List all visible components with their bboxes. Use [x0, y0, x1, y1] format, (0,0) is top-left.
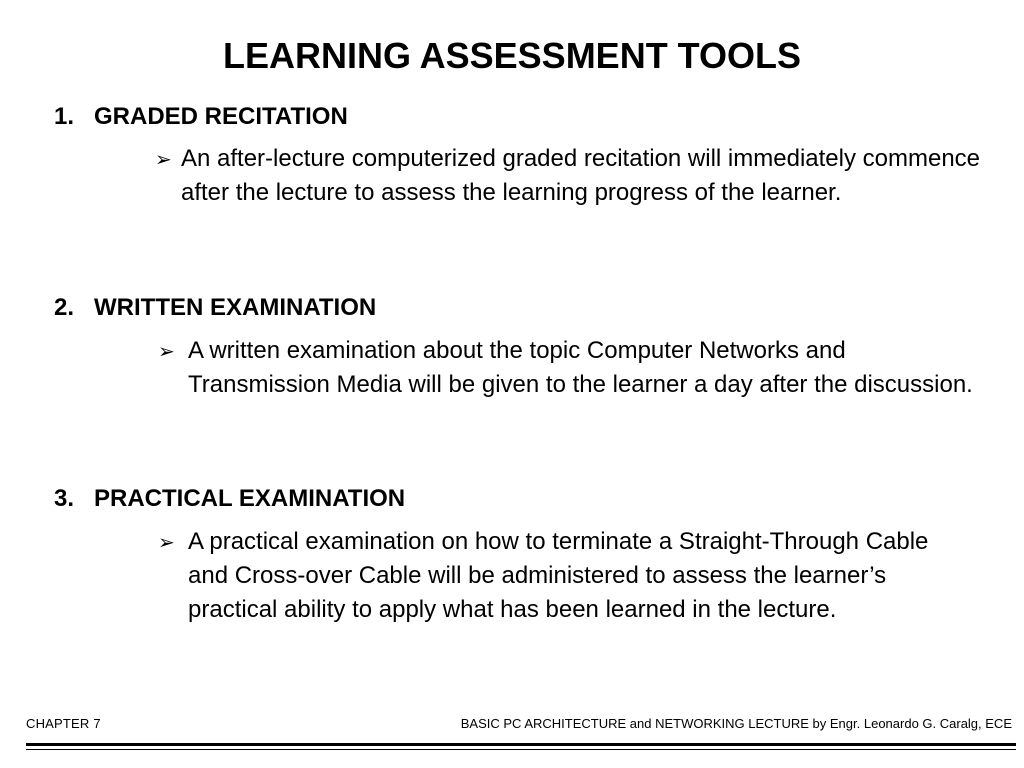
bullet-text: An after-lecture computerized graded recitation will immediately commence after the lecture to assess the learning progress of the learner. [181, 145, 981, 206]
footer-chapter: CHAPTER 7 [26, 716, 101, 731]
bullet-written-examination [158, 334, 988, 402]
bullet-practical-examination [158, 525, 958, 627]
bullet-text: A written examination about the topic Computer Networks and Transmission Media will be given to the learner a day after the discussion. [188, 337, 973, 398]
section-heading-written-examination [54, 293, 376, 323]
footer-divider-thick [26, 743, 1016, 746]
bullet-graded-recitation [155, 142, 981, 210]
slide-title: LEARNING ASSESSMENT TOOLS [222, 35, 802, 76]
footer-course: BASIC PC ARCHITECTURE and NETWORKING LECTURE by Engr. Leonardo G. Caralg, ECE [460, 716, 1012, 731]
arrowhead-bullet-icon: ➢ [158, 530, 175, 554]
section-heading-graded-recitation [54, 102, 348, 132]
arrowhead-bullet-icon: ➢ [155, 147, 172, 171]
section-number: 3. [54, 485, 75, 512]
bullet-text: A practical examination on how to terminate a Straight-Through Cable and Cross-over Cable will be administered to assess the learner’s practical ability to apply what has been learned in the lecture. [188, 528, 929, 623]
section-heading-practical-examination [54, 484, 405, 514]
section-heading-label: PRACTICAL EXAMINATION [94, 485, 406, 512]
section-number: 2. [54, 294, 75, 321]
arrowhead-bullet-icon: ➢ [158, 339, 175, 363]
section-number: 1. [54, 103, 75, 130]
section-heading-label: WRITTEN EXAMINATION [94, 294, 377, 321]
section-heading-label: GRADED RECITATION [94, 103, 348, 130]
footer-divider-thin [26, 749, 1016, 750]
